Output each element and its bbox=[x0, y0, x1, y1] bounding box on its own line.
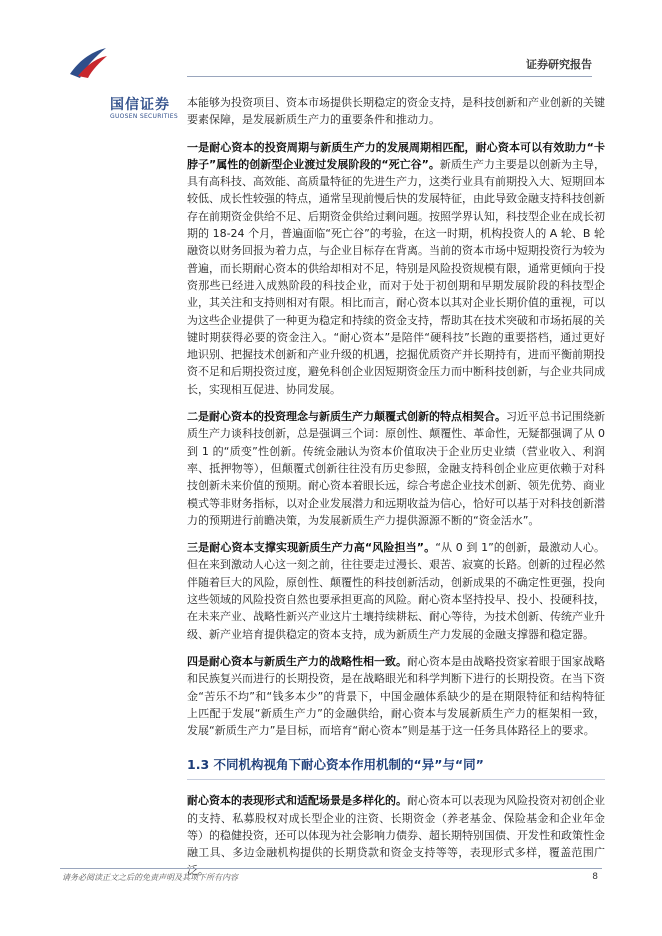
paragraph-point-4 bbox=[187, 653, 605, 739]
paragraph-section-body bbox=[187, 792, 605, 878]
paragraph-text: 习近平总书记围绕新质生产力谈科技创新，总是强调三个词：原创性、颠覆性、革命性，无疑都强调了从 0 到 1 的“质变”性创新。传统金融认为资本价值取决于企业历史业绩（营业收入、利润率、抵押物等），但颠覆式创新往往没有历史参照，金融支持科创企业应更依赖于对科技创新未来价值的预期。耐心资本着眼长远，综合考虑企业技术创新、领先优势、商业模式等非财务指标，以对企业发展潜力和远期收益为信心，恰好可以基于对科技创新潜力的预期进行前瞻决策，为发展新质生产力提供源源不断的“资金活水”。 bbox=[187, 410, 605, 527]
paragraph-text: 耐心资本可以表现为风险投资对初创企业的支持、私募股权对成长型企业的注资、长期资金（养老基金、保险基金和企业年金等）的稳健投资，还可以体现为社会影响力债券、超长期特别国债、开发性和政策性金融工具、多边金融机构提供的长期贷款和资金支持等等，表现形式多样，覆盖范围广泛。 bbox=[187, 794, 605, 877]
page-number: 8 bbox=[592, 872, 598, 882]
header-divider bbox=[187, 76, 592, 77]
report-type-title: 证券研究报告 bbox=[526, 58, 592, 71]
paragraph-lead: 四是耐心资本与新质生产力的战略性相一致。 bbox=[187, 654, 407, 668]
paragraph-lead: 二是耐心资本的投资理念与新质生产力颠覆式创新的特点相契合。 bbox=[187, 410, 506, 424]
paragraph-point-2 bbox=[187, 408, 605, 529]
paragraph-text: 耐心资本是由战略投资家着眼于国家战略和民族复兴而进行的长期投资，是在战略眼光和科学判断下进行的长期投资。在当下资金“苦乐不均”和“钱多本少”的背景下，中国金融体系缺少的是在期限特征和结构特征上匹配于发展“新质生产力”的金融供给，耐心资本与发展新质生产力的框架相一致，发展“新质生产力”是目标，而培育“耐心资本”则是基于这一任务具体路径上的要求。 bbox=[187, 654, 605, 738]
brand-name-cn: 国信证券 bbox=[110, 97, 170, 113]
paragraph-intro bbox=[187, 94, 605, 129]
paragraph-lead: 一是耐心资本的投资周期与新质生产力的发展周期相匹配，耐心资本可以有效助力“卡脖子”属性的创新型企业渡过发展阶段的“死亡谷”。 bbox=[187, 140, 605, 171]
paragraph-point-1 bbox=[187, 139, 605, 398]
footer-divider bbox=[60, 868, 602, 869]
footer-disclaimer: 请务必阅读正文之后的免责声明及其项下所有内容 bbox=[62, 873, 238, 882]
paragraph-lead: 耐心资本的表现形式和适配场景是多样化的。 bbox=[187, 794, 407, 808]
paragraph-lead: 三是耐心资本支撑实现新质生产力高“风险担当”。 bbox=[187, 541, 436, 555]
paragraph-text: “从 0 到 1”的创新，最激动人心。但在来到激动人心这一刻之前，往往要走过漫长、艰苦、寂寞的长路。创新的过程必然伴随着巨大的风险，原创性、颠覆性的科技创新活动，创新成果的不确定性更强，投向这些领域的风险投资自然也要承担更高的风险。耐心资本坚持投早、投小、投硬科技，在未来产业、战略性新兴产业这片土壤持续耕耘、耐心等待，为技术创新、传统产业升级、新产业培育提供稳定的资本支持，成为新质生产力发展的金融支撑器和稳定器。 bbox=[187, 541, 605, 641]
paragraph-point-3 bbox=[187, 539, 605, 643]
brand-name-en: GUOSEN SECURITIES bbox=[110, 113, 179, 120]
paragraph-text: 本能够为投资项目、资本市场提供长期稳定的资金支持，是科技创新和产业创新的关键要素保障，是发展新质生产力的重要条件和推动力。 bbox=[187, 96, 605, 127]
main-content bbox=[187, 94, 605, 889]
section-heading: 1.3 不同机构视角下耐心资本作用机制的“异”与“同” bbox=[187, 751, 605, 780]
paragraph-text: 新质生产力主要是以创新为主导，具有高科技、高效能、高质量特征的先进生产力，这类行业具有前期投入大、短期回本较低、成长性较强的特点，通常呈现前慢后快的发展特征，由此导致金融支持科技创新存在前期资金供给不足、后期资金供给过剩问题。按照学界认知，科技型企业在成长初期的 18-24 个月，普遍面临“死亡谷”的考验，在这一时期，机构投资人的 A 轮、B 轮融资以财务回报为着力点，与企业目标存在背离。当前的资本市场中短期投资行为较为普遍，而长期耐心资本的供给却相对不足，特别是风险投资规模有限，通常更倾向于投资那些已经进入成熟阶段的科技企业，而对于处于初创期和早期发展阶段的科技型企业，其关注和支持则相对有限。相比而言，耐心资本以其对企业长期价值的重视，可以为这些企业提供了一种更为稳定和持续的资金支持，帮助其在技术突破和市场拓展的关键时期获得必要的资金注入。“耐心资本”是陪伴“硬科技”长跑的重要搭档，通过更好地识别、把握技术创新和产业升级的机遇，挖掘优质资产并长期持有，进而平衡前期投资不足和后期投资过度，避免科创企业因短期资金压力而中断科技创新，与企业共同成长，实现相互促进、协同发展。 bbox=[187, 157, 606, 396]
logo-mark-icon bbox=[68, 44, 108, 80]
